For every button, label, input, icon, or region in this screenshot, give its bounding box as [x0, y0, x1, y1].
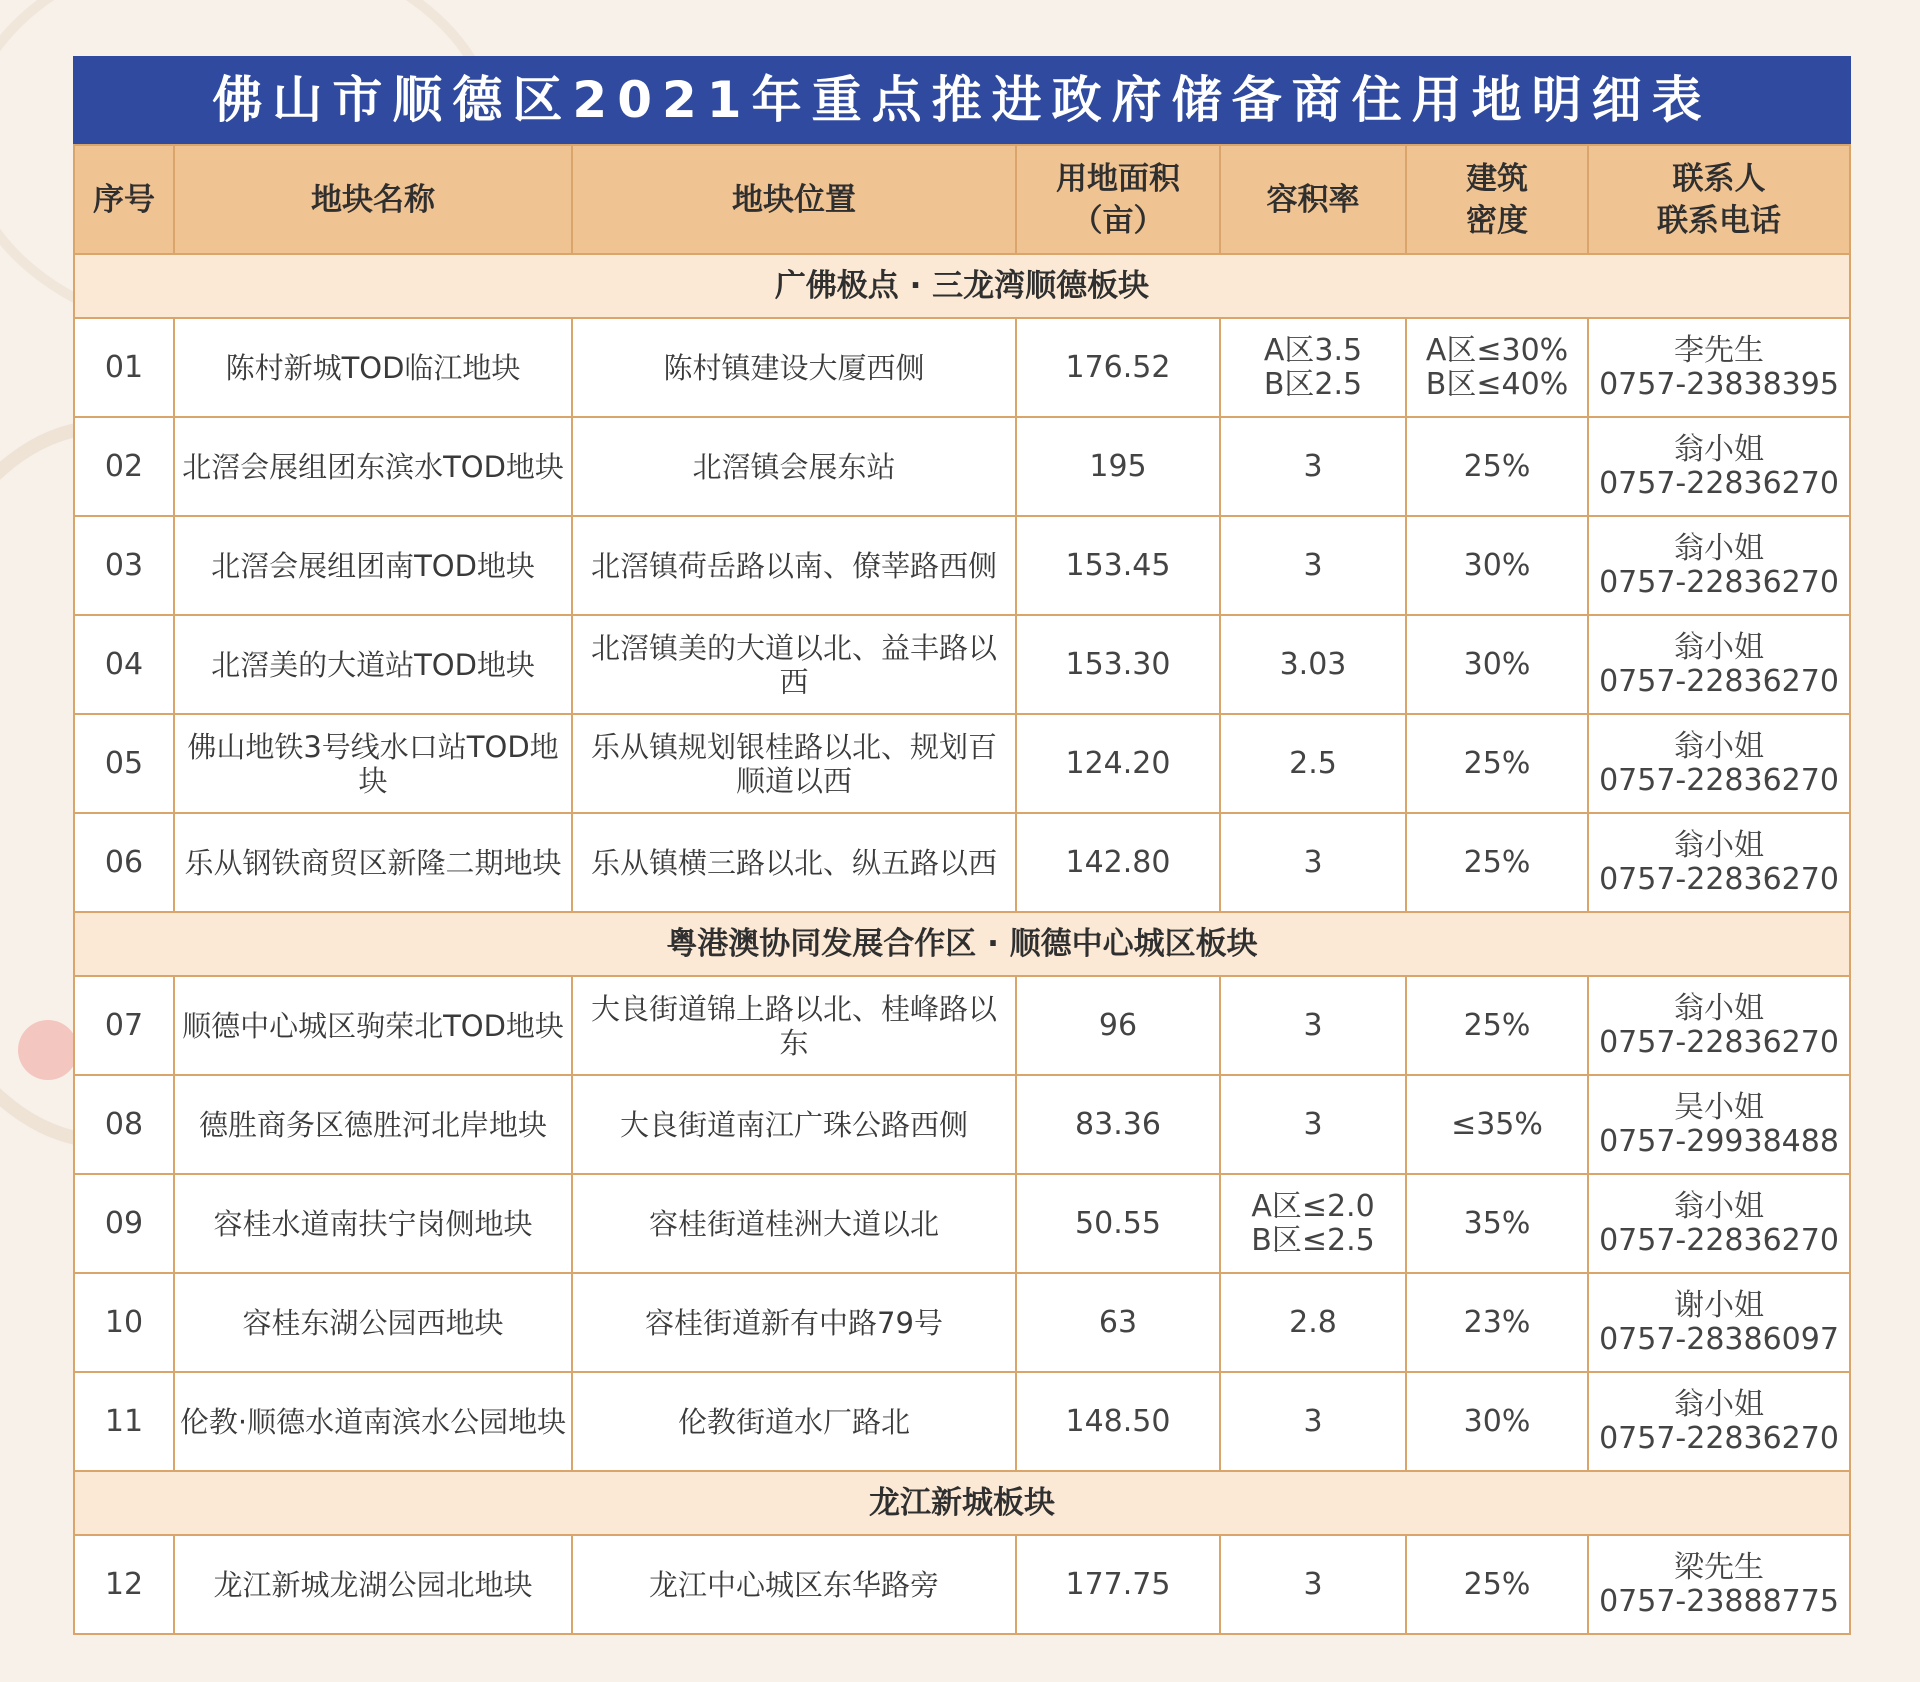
density-line1: 30% — [1463, 646, 1531, 682]
cell-density — [1406, 615, 1588, 714]
cell-seq: 08 — [74, 1075, 174, 1174]
header-name: 地块名称 — [174, 145, 572, 254]
density-line1: ≤35% — [1451, 1106, 1543, 1142]
contact-phone: 0757-28386097 — [1599, 1321, 1839, 1357]
ratio-line1: A区≤2.0 — [1251, 1188, 1375, 1224]
contact-phone: 0757-23838395 — [1599, 366, 1839, 402]
background-dot — [18, 1020, 78, 1080]
density-line2: B区≤40% — [1425, 366, 1569, 402]
cell-location: 乐从镇横三路以北、纵五路以西 — [572, 813, 1016, 912]
density-line1: A区≤30% — [1425, 332, 1569, 368]
cell-ratio — [1220, 714, 1406, 813]
cell-ratio — [1220, 1372, 1406, 1471]
cell-seq: 12 — [74, 1535, 174, 1634]
cell-ratio — [1220, 516, 1406, 615]
header-seq: 序号 — [74, 145, 174, 254]
cell-contact — [1588, 1174, 1850, 1273]
ratio-line1: 3 — [1303, 547, 1323, 583]
cell-location: 伦教街道水厂路北 — [572, 1372, 1016, 1471]
cell-ratio — [1220, 813, 1406, 912]
ratio-line1: 3 — [1303, 1106, 1323, 1142]
table-row — [74, 1372, 1850, 1471]
cell-seq: 03 — [74, 516, 174, 615]
cell-name: 北滘美的大道站TOD地块 — [174, 615, 572, 714]
cell-contact — [1588, 417, 1850, 516]
cell-location: 龙江中心城区东华路旁 — [572, 1535, 1016, 1634]
contact-phone: 0757-22836270 — [1599, 1222, 1839, 1258]
ratio-line1: 3 — [1303, 1007, 1323, 1043]
contact-phone: 0757-22836270 — [1599, 564, 1839, 600]
cell-contact — [1588, 1372, 1850, 1471]
section-title: 粤港澳协同发展合作区 · 顺德中心城区板块 — [74, 912, 1850, 976]
cell-area: 124.20 — [1016, 714, 1220, 813]
cell-contact — [1588, 714, 1850, 813]
cell-density — [1406, 976, 1588, 1075]
page-title: 佛山市顺德区2021年重点推进政府储备商住用地明细表 — [73, 56, 1851, 144]
contact-phone: 0757-22836270 — [1599, 1420, 1839, 1456]
cell-contact — [1588, 615, 1850, 714]
table-row — [74, 417, 1850, 516]
contact-name: 翁小姐 — [1674, 1188, 1764, 1224]
cell-seq: 10 — [74, 1273, 174, 1372]
contact-phone: 0757-22836270 — [1599, 861, 1839, 897]
density-line1: 25% — [1463, 844, 1531, 880]
cell-area: 177.75 — [1016, 1535, 1220, 1634]
header-density-line2: 密度 — [1466, 202, 1528, 239]
cell-location: 容桂街道新有中路79号 — [572, 1273, 1016, 1372]
header-area-line1: 用地面积 — [1056, 160, 1180, 197]
cell-name: 伦教·顺德水道南滨水公园地块 — [174, 1372, 572, 1471]
contact-phone: 0757-22836270 — [1599, 762, 1839, 798]
header-contact-line2: 联系电话 — [1657, 202, 1781, 239]
cell-location: 大良街道南江广珠公路西侧 — [572, 1075, 1016, 1174]
cell-seq: 02 — [74, 417, 174, 516]
density-line1: 25% — [1463, 1566, 1531, 1602]
cell-density — [1406, 1535, 1588, 1634]
table-row — [74, 1174, 1850, 1273]
header-density-line1: 建筑 — [1466, 160, 1528, 197]
contact-name: 谢小姐 — [1674, 1287, 1764, 1323]
table-row — [74, 1535, 1850, 1634]
contact-phone: 0757-29938488 — [1599, 1123, 1839, 1159]
density-line1: 25% — [1463, 1007, 1531, 1043]
cell-name: 德胜商务区德胜河北岸地块 — [174, 1075, 572, 1174]
cell-seq: 05 — [74, 714, 174, 813]
contact-name: 翁小姐 — [1674, 629, 1764, 665]
cell-density — [1406, 1273, 1588, 1372]
cell-location: 陈村镇建设大厦西侧 — [572, 318, 1016, 417]
cell-seq: 09 — [74, 1174, 174, 1273]
table-row — [74, 714, 1850, 813]
cell-location: 乐从镇规划银桂路以北、规划百顺道以西 — [572, 714, 1016, 813]
cell-name: 北滘会展组团南TOD地块 — [174, 516, 572, 615]
cell-area: 153.45 — [1016, 516, 1220, 615]
table-row — [74, 615, 1850, 714]
cell-location: 容桂街道桂洲大道以北 — [572, 1174, 1016, 1273]
cell-area: 153.30 — [1016, 615, 1220, 714]
cell-contact — [1588, 318, 1850, 417]
contact-phone: 0757-22836270 — [1599, 465, 1839, 501]
cell-area: 83.36 — [1016, 1075, 1220, 1174]
contact-phone: 0757-23888775 — [1599, 1583, 1839, 1619]
cell-density — [1406, 318, 1588, 417]
cell-name: 容桂水道南扶宁岗侧地块 — [174, 1174, 572, 1273]
ratio-line2: B区≤2.5 — [1251, 1222, 1375, 1258]
section-row — [74, 1471, 1850, 1535]
cell-location: 北滘镇荷岳路以南、僚莘路西侧 — [572, 516, 1016, 615]
cell-contact — [1588, 1273, 1850, 1372]
ratio-line2: B区2.5 — [1263, 366, 1363, 402]
cell-contact — [1588, 1535, 1850, 1634]
cell-name: 北滘会展组团东滨水TOD地块 — [174, 417, 572, 516]
density-line1: 30% — [1463, 547, 1531, 583]
cell-ratio — [1220, 1535, 1406, 1634]
density-line1: 23% — [1463, 1304, 1531, 1340]
cell-seq: 11 — [74, 1372, 174, 1471]
contact-name: 翁小姐 — [1674, 728, 1764, 764]
cell-ratio — [1220, 1174, 1406, 1273]
cell-ratio — [1220, 1075, 1406, 1174]
contact-name: 吴小姐 — [1674, 1089, 1764, 1125]
header-contact-line1: 联系人 — [1672, 160, 1766, 197]
cell-area: 63 — [1016, 1273, 1220, 1372]
cell-area: 148.50 — [1016, 1372, 1220, 1471]
ratio-line1: 3 — [1303, 1403, 1323, 1439]
cell-name: 顺德中心城区驹荣北TOD地块 — [174, 976, 572, 1075]
density-line1: 30% — [1463, 1403, 1531, 1439]
header-area — [1016, 145, 1220, 254]
ratio-line1: 3 — [1303, 844, 1323, 880]
table-body — [74, 254, 1850, 1634]
contact-name: 李先生 — [1674, 332, 1764, 368]
header-location: 地块位置 — [572, 145, 1016, 254]
table-row — [74, 318, 1850, 417]
header-area-line2: （亩） — [1071, 202, 1165, 239]
cell-density — [1406, 1174, 1588, 1273]
cell-name: 陈村新城TOD临江地块 — [174, 318, 572, 417]
ratio-line1: 2.8 — [1289, 1304, 1337, 1340]
header-density — [1406, 145, 1588, 254]
ratio-line1: A区3.5 — [1263, 332, 1363, 368]
contact-phone: 0757-22836270 — [1599, 1024, 1839, 1060]
cell-seq: 06 — [74, 813, 174, 912]
ratio-line1: 3 — [1303, 448, 1323, 484]
section-row — [74, 912, 1850, 976]
cell-ratio — [1220, 615, 1406, 714]
cell-contact — [1588, 976, 1850, 1075]
cell-area: 195 — [1016, 417, 1220, 516]
ratio-line1: 2.5 — [1289, 745, 1337, 781]
table-row — [74, 813, 1850, 912]
table-row — [74, 516, 1850, 615]
contact-name: 翁小姐 — [1674, 431, 1764, 467]
cell-area: 176.52 — [1016, 318, 1220, 417]
cell-density — [1406, 1372, 1588, 1471]
cell-density — [1406, 813, 1588, 912]
land-table — [73, 144, 1851, 1635]
section-row — [74, 254, 1850, 318]
contact-name: 梁先生 — [1674, 1549, 1764, 1585]
cell-ratio — [1220, 1273, 1406, 1372]
contact-name: 翁小姐 — [1674, 530, 1764, 566]
cell-ratio — [1220, 976, 1406, 1075]
cell-contact — [1588, 813, 1850, 912]
cell-area: 96 — [1016, 976, 1220, 1075]
cell-location: 北滘镇美的大道以北、益丰路以西 — [572, 615, 1016, 714]
contact-name: 翁小姐 — [1674, 827, 1764, 863]
cell-area: 142.80 — [1016, 813, 1220, 912]
table-row — [74, 976, 1850, 1075]
section-title: 龙江新城板块 — [74, 1471, 1850, 1535]
cell-seq: 07 — [74, 976, 174, 1075]
ratio-line1: 3 — [1303, 1566, 1323, 1602]
cell-contact — [1588, 1075, 1850, 1174]
table-row — [74, 1075, 1850, 1174]
contact-phone: 0757-22836270 — [1599, 663, 1839, 699]
cell-density — [1406, 417, 1588, 516]
cell-density — [1406, 1075, 1588, 1174]
density-line1: 35% — [1463, 1205, 1531, 1241]
land-table-container — [73, 56, 1851, 1635]
cell-contact — [1588, 516, 1850, 615]
contact-name: 翁小姐 — [1674, 1386, 1764, 1422]
density-line1: 25% — [1463, 745, 1531, 781]
section-title: 广佛极点 · 三龙湾顺德板块 — [74, 254, 1850, 318]
header-ratio: 容积率 — [1220, 145, 1406, 254]
table-row — [74, 1273, 1850, 1372]
cell-seq: 04 — [74, 615, 174, 714]
cell-ratio — [1220, 318, 1406, 417]
cell-name: 容桂东湖公园西地块 — [174, 1273, 572, 1372]
cell-area: 50.55 — [1016, 1174, 1220, 1273]
contact-name: 翁小姐 — [1674, 990, 1764, 1026]
cell-name: 佛山地铁3号线水口站TOD地块 — [174, 714, 572, 813]
cell-seq: 01 — [74, 318, 174, 417]
cell-density — [1406, 516, 1588, 615]
cell-ratio — [1220, 417, 1406, 516]
table-header-row — [74, 145, 1850, 254]
cell-density — [1406, 714, 1588, 813]
ratio-line1: 3.03 — [1279, 646, 1347, 682]
cell-name: 龙江新城龙湖公园北地块 — [174, 1535, 572, 1634]
cell-name: 乐从钢铁商贸区新隆二期地块 — [174, 813, 572, 912]
cell-location: 北滘镇会展东站 — [572, 417, 1016, 516]
cell-location: 大良街道锦上路以北、桂峰路以东 — [572, 976, 1016, 1075]
header-contact — [1588, 145, 1850, 254]
density-line1: 25% — [1463, 448, 1531, 484]
